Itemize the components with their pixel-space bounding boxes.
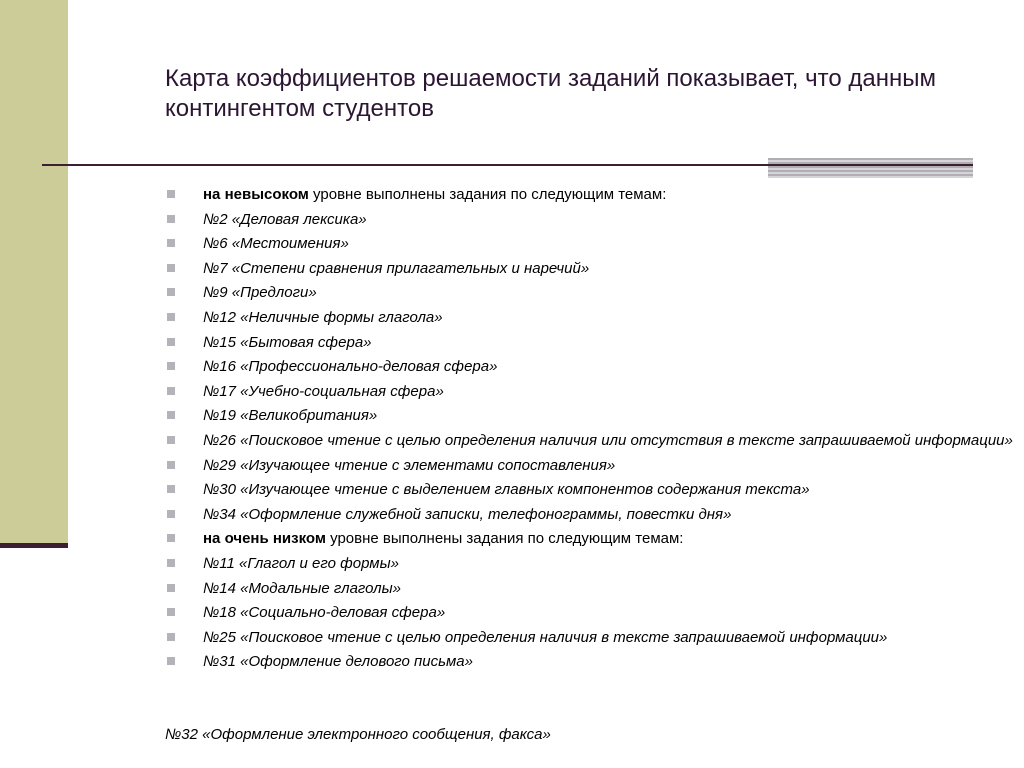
list-item: №12 «Неличные формы глагола» — [165, 307, 1015, 328]
square-bullet-icon — [167, 608, 175, 616]
section-heading-text: уровне выполнены задания по следующим темам: — [308, 186, 667, 203]
square-bullet-icon — [167, 411, 175, 419]
square-bullet-icon — [167, 436, 175, 444]
list-item: №30 «Изучающее чтение с выделением главных компонентов содержания текста» — [165, 479, 1015, 500]
list-item: №14 «Модальные глаголы» — [165, 578, 1015, 599]
left-band-rule — [0, 543, 68, 548]
square-bullet-icon — [167, 461, 175, 469]
left-decorative-band — [0, 0, 68, 548]
square-bullet-icon — [167, 362, 175, 370]
title-divider-accent — [768, 158, 973, 178]
square-bullet-icon — [167, 288, 175, 296]
list-item: №17 «Учебно-социальная сфера» — [165, 381, 1015, 402]
section-heading-bold: на невысоком — [203, 186, 309, 203]
list-item: №2 «Деловая лексика» — [165, 209, 1015, 230]
square-bullet-icon — [167, 190, 175, 198]
square-bullet-icon — [167, 313, 175, 321]
square-bullet-icon — [167, 633, 175, 641]
square-bullet-icon — [167, 264, 175, 272]
section-heading-text: уровне выполнены задания по следующим темам: — [325, 530, 684, 548]
square-bullet-icon — [167, 387, 175, 395]
section-heading-bold: на очень низком — [203, 530, 326, 548]
square-bullet-icon — [167, 559, 175, 567]
slide-title: Карта коэффициентов решаемости заданий показывает, что данным контингентом студентов — [165, 65, 936, 122]
list-item: №19 «Великобритания» — [165, 405, 1015, 426]
square-bullet-icon — [167, 657, 175, 665]
square-bullet-icon — [167, 534, 175, 542]
list-item: №11 «Глагол и его формы» — [165, 553, 1015, 574]
list-item: №16 «Профессионально-деловая сфера» — [165, 356, 1015, 377]
list-item: №7 «Степени сравнения прилагательных и наречий» — [165, 258, 1015, 279]
list-item: №18 «Социально-деловая сфера» — [165, 602, 1015, 623]
list-item: №26 «Поисковое чтение с целью определения наличия или отсутствия в тексте запрашиваемой информации» — [165, 430, 1015, 451]
list-item: №6 «Местоимения» — [165, 233, 1015, 254]
section-heading-low — [165, 184, 1015, 205]
square-bullet-icon — [167, 239, 175, 247]
list-item: №31 «Оформление делового письма» — [165, 651, 1015, 672]
square-bullet-icon — [167, 510, 175, 518]
section-heading-very-low — [165, 528, 1015, 549]
trailing-item: №32 «Оформление электронного сообщения, факса» — [165, 726, 551, 743]
list-item: №34 «Оформление служебной записки, телефонограммы, повестки дня» — [165, 504, 1015, 525]
square-bullet-icon — [167, 584, 175, 592]
square-bullet-icon — [167, 485, 175, 493]
square-bullet-icon — [167, 338, 175, 346]
square-bullet-icon — [167, 215, 175, 223]
list-item: №29 «Изучающее чтение с элементами сопоставления» — [165, 455, 1015, 476]
topics-list — [165, 184, 1015, 676]
list-item: №9 «Предлоги» — [165, 282, 1015, 303]
list-item: №15 «Бытовая сфера» — [165, 332, 1015, 353]
list-item: №25 «Поисковое чтение с целью определения наличия в тексте запрашиваемой информации» — [165, 627, 1015, 648]
